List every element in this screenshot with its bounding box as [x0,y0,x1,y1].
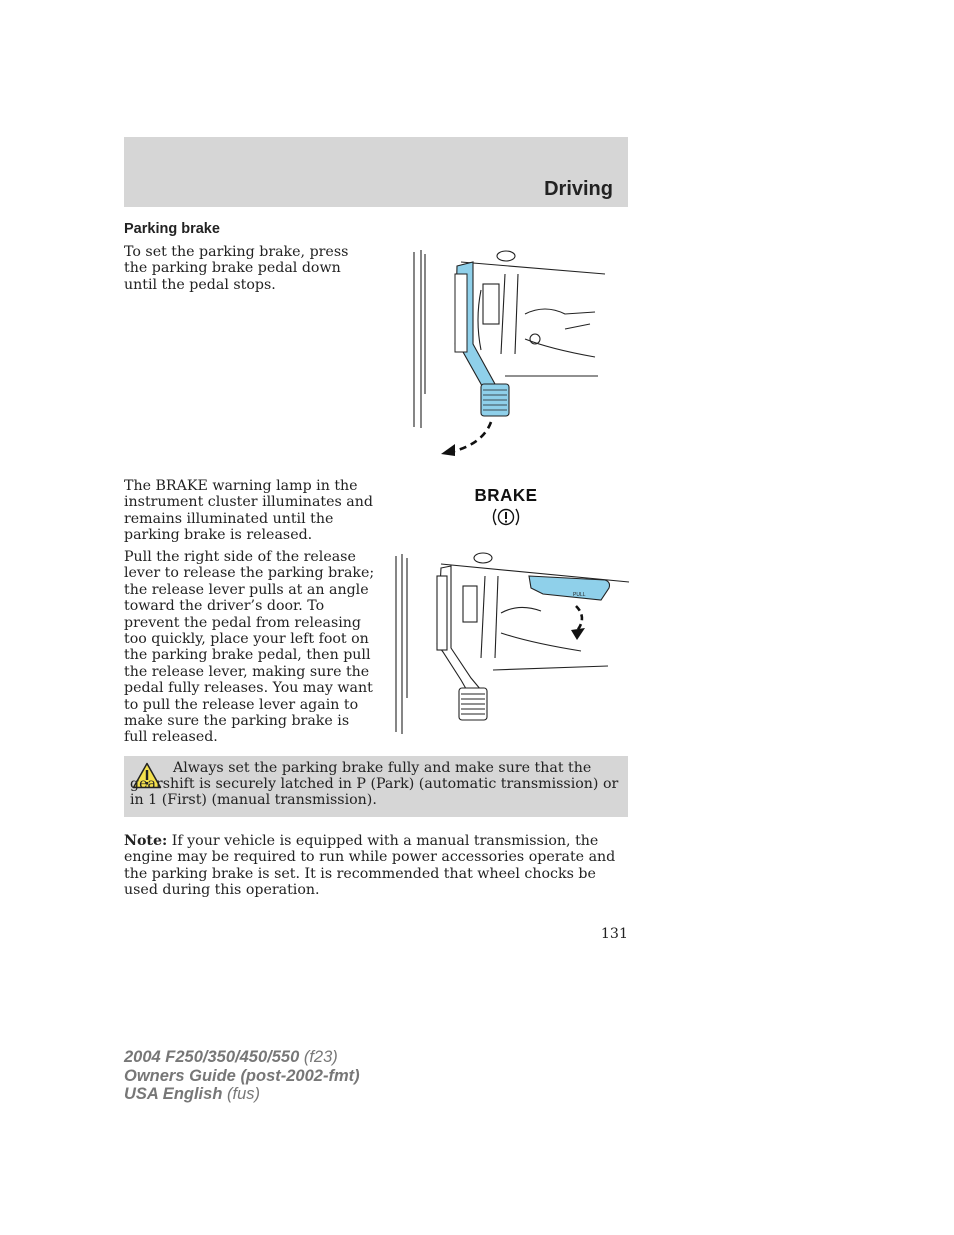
section-title: Driving [544,178,613,200]
paragraph-set-brake: To set the parking brake, press the parking brake pedal down until the pedal stops. [124,244,349,293]
footer-language-code: (fus) [222,1085,260,1103]
footer-language: USA English [124,1085,223,1103]
parking-brake-pedal-illustration [405,244,615,464]
brake-warning-icon [472,486,540,532]
subheading-parking-brake: Parking brake [124,221,220,237]
page-number: 131 [600,926,628,942]
footer-model: 2004 F250/350/450/550 [124,1048,300,1066]
note-text: If your vehicle is equipped with a manual transmission, the engine may be required to run while power accessories operate and the parking brake is set. It is recommended that wheel chocks be used during this operation. [124,833,616,899]
release-lever-label: PULL [573,592,586,598]
footer [124,1048,360,1104]
parking-brake-release-illustration [393,548,633,736]
footer-model-code: (f23) [299,1048,338,1066]
note-paragraph [124,833,628,899]
footer-guide: Owners Guide (post-2002-fmt) [124,1066,360,1085]
brake-lamp-label: BRAKE [474,485,538,506]
paragraph-brake-lamp: The BRAKE warning lamp in the instrument cluster illuminates and remains illuminated until the parking brake is released. [124,478,373,544]
brake-symbol-icon [491,506,521,528]
note-label: Note: [124,833,168,849]
header-band [124,137,628,207]
warning-box [124,756,628,817]
paragraph-release-brake: Pull the right side of the release lever to release the parking brake; the release lever pulls at an angle toward the driver’s door. To prevent the pedal from releasing too quickly, place your left foot on the parking brake pedal, then pull the release lever, making sure the pedal fully releases. You may want to pull the release lever again to make sure the parking brake is full released. [124,549,375,746]
warning-text: Always set the parking brake fully and make sure that the gearshift is securely latched in P (Park) (automatic transmission) or in 1 (First) (manual transmission). [130,760,619,808]
